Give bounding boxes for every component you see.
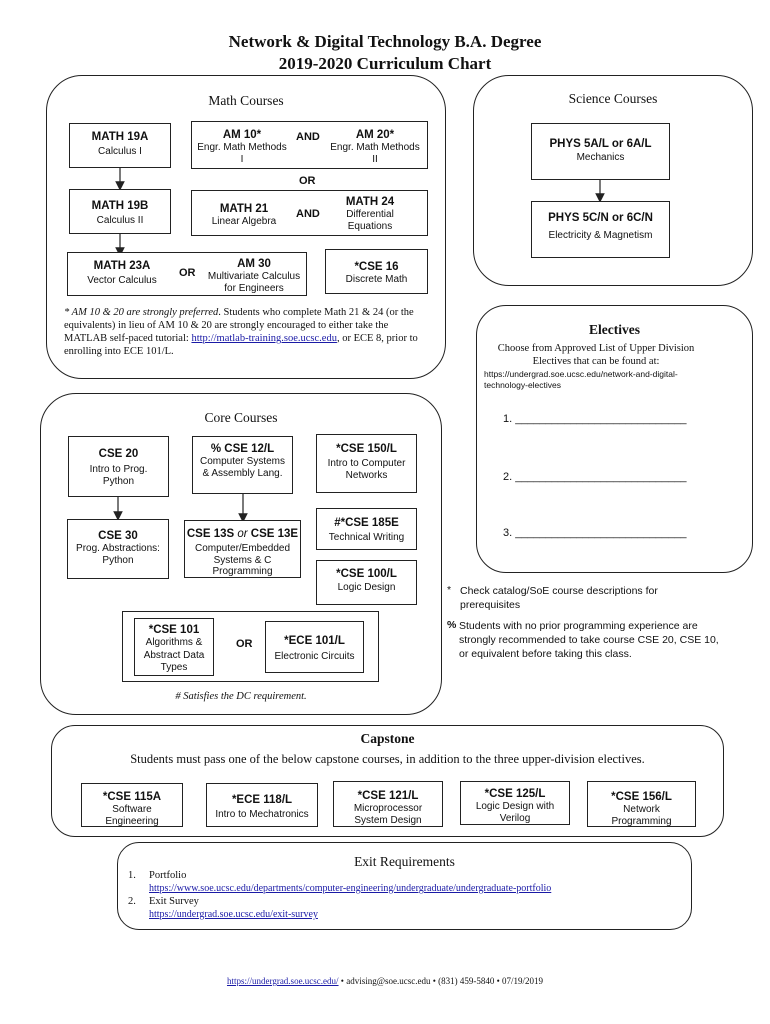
math-footnote bbox=[64, 306, 428, 358]
ece-101-box bbox=[265, 621, 364, 673]
cse-100-box bbox=[316, 560, 417, 605]
course-code: PHYS 5C/N or 6C/N bbox=[548, 212, 653, 224]
core-title: Core Courses bbox=[204, 410, 278, 425]
course-name: Logic Design with Verilog bbox=[475, 801, 555, 824]
course-name: Software Engineering bbox=[105, 804, 159, 827]
page-subtitle: 2019-2020 Curriculum Chart bbox=[278, 54, 492, 73]
course-name: Microprocessor System Design bbox=[353, 803, 423, 826]
course-name: Electronic Circuits bbox=[274, 651, 355, 662]
and-label: AND bbox=[296, 208, 320, 220]
course-code: *CSE 121/L bbox=[357, 790, 419, 802]
cse-185e-box bbox=[316, 508, 417, 550]
survey-link[interactable]: https://undergrad.soe.ucsc.edu/exit-survey bbox=[149, 909, 318, 920]
pct-note: Students with no prior programming experience are strongly recommended to take course CSE 20, CSE 10, or equivalent before taking this class. bbox=[459, 620, 719, 660]
or-label: OR bbox=[299, 175, 316, 187]
cse-30-box bbox=[67, 519, 169, 579]
cse-12-box bbox=[192, 436, 293, 494]
course-code: AM 20* bbox=[355, 129, 395, 141]
course-code: *CSE 16 bbox=[354, 261, 399, 273]
course-name: Multivariate Calculus for Engineers bbox=[207, 271, 301, 294]
portfolio-link[interactable]: https://www.soe.ucsc.edu/departments/computer-engineering/undergraduate/undergraduate-portfolio bbox=[149, 883, 552, 894]
course-code-b: CSE 13E bbox=[247, 528, 299, 540]
math-23a-am30-box bbox=[67, 252, 307, 296]
course-code: AM 30 bbox=[237, 258, 271, 270]
course-code: PHYS 5A/L or 6A/L bbox=[549, 138, 652, 150]
note-text-end: , or ECE 8, prior to enrolling into ECE 101/L. bbox=[64, 333, 418, 357]
course-code: MATH 24 bbox=[345, 196, 395, 208]
cse-121-box bbox=[333, 781, 443, 827]
course-name: Calculus II bbox=[96, 215, 144, 226]
course-code-a: CSE 13S bbox=[186, 528, 238, 540]
course-name: Network Programming bbox=[611, 804, 672, 827]
elective-line-2[interactable]: 2. ____________________________ bbox=[503, 471, 687, 483]
footer-link[interactable]: https://undergrad.soe.ucsc.edu/ bbox=[226, 976, 339, 986]
course-code: MATH 19A bbox=[91, 131, 149, 143]
cse-13-box bbox=[184, 520, 301, 578]
course-code: #*CSE 185E bbox=[334, 517, 399, 529]
footer bbox=[0, 976, 770, 986]
course-code: *CSE 156/L bbox=[611, 791, 672, 803]
electives-title: Electives bbox=[589, 322, 640, 337]
cse-16-box bbox=[325, 249, 428, 294]
or-label: OR bbox=[236, 638, 253, 650]
course-name: Intro to Computer Networks bbox=[327, 458, 406, 481]
course-name: Differential Equations bbox=[346, 209, 394, 232]
math-21-24-box bbox=[191, 190, 428, 236]
course-code: MATH 23A bbox=[93, 260, 151, 272]
star-symbol: * bbox=[447, 584, 452, 596]
course-code: MATH 19B bbox=[91, 200, 149, 212]
exit-item-survey: Exit Survey bbox=[149, 896, 199, 907]
course-code: CSE 20 bbox=[98, 448, 139, 460]
capstone-title: Capstone bbox=[360, 731, 415, 746]
course-name: Intro to Mechatronics bbox=[215, 809, 309, 820]
course-name: Discrete Math bbox=[345, 274, 408, 285]
course-code: *CSE 115A bbox=[102, 791, 162, 803]
course-name: Electricity & Magnetism bbox=[548, 230, 653, 241]
course-name: Calculus I bbox=[98, 146, 142, 157]
math-19b-box bbox=[69, 189, 171, 234]
course-code bbox=[185, 527, 300, 541]
course-name: Computer Systems & Assembly Lang. bbox=[199, 456, 286, 479]
course-name: Vector Calculus bbox=[87, 275, 157, 286]
or-label: OR bbox=[179, 267, 196, 279]
course-code: *CSE 150/L bbox=[336, 443, 397, 455]
cse-101-box bbox=[134, 618, 214, 676]
course-code: *CSE 125/L bbox=[484, 788, 546, 800]
cse-20-box bbox=[68, 436, 169, 497]
course-name: Prog. Abstractions: Python bbox=[76, 543, 160, 566]
am-10-20-box bbox=[191, 121, 428, 169]
matlab-link[interactable]: http://matlab-training.soe.ucsc.edu bbox=[191, 333, 337, 344]
course-name: Mechanics bbox=[576, 152, 625, 163]
phys-5a-box bbox=[531, 123, 670, 180]
ece-118-box bbox=[206, 783, 318, 827]
course-code: MATH 21 bbox=[219, 203, 269, 215]
page-title: Network & Digital Technology B.A. Degree bbox=[228, 32, 542, 51]
elective-line-3[interactable]: 3. ____________________________ bbox=[503, 527, 687, 539]
course-name: Engr. Math Methods I bbox=[197, 142, 287, 165]
course-code: *ECE 101/L bbox=[284, 635, 345, 647]
elective-line-1[interactable]: 1. ____________________________ bbox=[503, 413, 687, 425]
dc-note: # Satisfies the DC requirement. bbox=[175, 691, 307, 702]
science-title: Science Courses bbox=[568, 91, 658, 106]
note-italic: * AM 10 & 20 are strongly preferred bbox=[64, 307, 219, 318]
course-name: Computer/Embedded Systems & C Programming bbox=[195, 543, 291, 577]
cse-150-box bbox=[316, 434, 417, 493]
course-code: % CSE 12/L bbox=[210, 443, 275, 455]
course-name: Engr. Math Methods II bbox=[330, 142, 420, 165]
exit-num-2: 2. bbox=[128, 896, 136, 907]
and-label: AND bbox=[296, 131, 320, 143]
exit-num-1: 1. bbox=[128, 870, 136, 881]
course-code: *CSE 100/L bbox=[336, 568, 397, 580]
note-text: . Students who complete Math 21 & 24 (or the equivalents) in lieu of AM 10 & 20 are strongly encouraged to either take the MATLAB self-paced tutorial: bbox=[64, 307, 414, 344]
course-name: Intro to Prog. Python bbox=[89, 464, 148, 487]
electives-text: Choose from Approved List of Upper Division Electives that can be found at: bbox=[497, 343, 695, 367]
course-name: Linear Algebra bbox=[211, 216, 277, 227]
electives-url[interactable]: https://undergrad.soe.ucsc.edu/network-and-digital-technology-electives bbox=[484, 369, 678, 390]
math-title: Math Courses bbox=[208, 93, 284, 108]
cse-125-box bbox=[460, 781, 570, 825]
pct-symbol: % bbox=[447, 619, 457, 631]
course-name: Logic Design bbox=[337, 582, 396, 593]
footer-contact: • advising@soe.ucsc.edu • (831) 459-5840 • 07/19/2019 bbox=[338, 976, 544, 986]
exit-title: Exit Requirements bbox=[354, 854, 455, 869]
math-19a-box bbox=[69, 123, 171, 168]
capstone-text: Students must pass one of the below capstone courses, in addition to the three upper-division electives. bbox=[130, 752, 645, 766]
phys-5c-box bbox=[531, 201, 670, 258]
course-code: *CSE 101 bbox=[148, 624, 200, 636]
exit-item-portfolio: Portfolio bbox=[149, 870, 187, 881]
course-name: Algorithms & Abstract Data Types bbox=[143, 637, 205, 673]
course-code: AM 10* bbox=[222, 129, 262, 141]
cse-115a-box bbox=[81, 783, 183, 827]
cse-156-box bbox=[587, 781, 696, 827]
star-note: Check catalog/SoE course descriptions for prerequisites bbox=[460, 585, 658, 611]
course-code: *ECE 118/L bbox=[231, 794, 293, 806]
course-code: CSE 30 bbox=[98, 530, 138, 542]
or-word: or bbox=[237, 528, 248, 540]
course-name: Technical Writing bbox=[328, 532, 405, 543]
